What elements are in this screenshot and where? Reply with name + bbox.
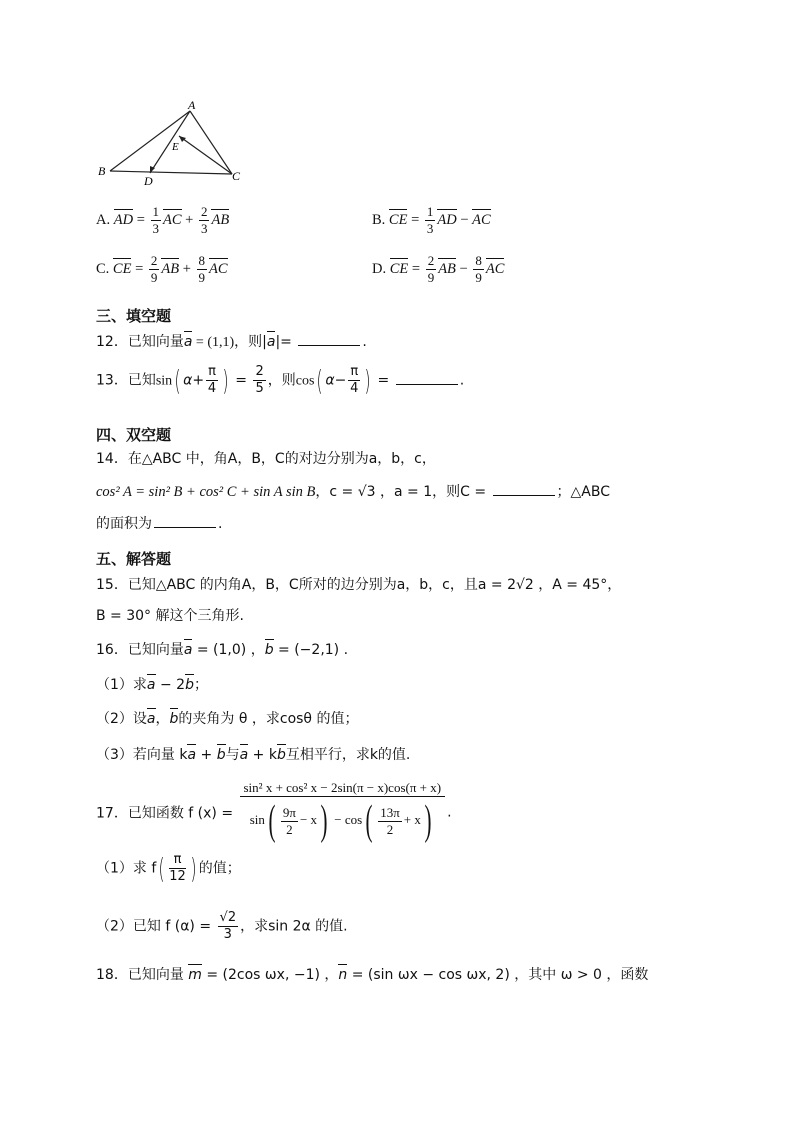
answer-blank-12[interactable] (298, 333, 360, 346)
triangle-figure (92, 98, 252, 186)
section-heading-answer: 五、解答题 (96, 550, 172, 568)
question-13: 13．已知sin( α+ $\frac{\pi}{4}$ ) = $\frac{2}{5}$ ，则cos( α− $\frac{\pi}{4}$ ) = . (96, 364, 465, 397)
question-16-part-2: （2）设a，b的夹角为 θ ，求cosθ 的值； (96, 711, 359, 727)
question-18: 18．已知向量 m = (2cos ωx, −1) ，n = (sin ωx − cos ωx, 2) ，其中 ω > 0 ，函数 (96, 967, 649, 983)
option-c[interactable]: C. CE = $\frac{2}{9}$ AB + $\frac{8}{9}$ AC (96, 253, 228, 285)
question-14-line-1: 14．在△ABC 中，角A，B，C的对边分别为a，b，c， (96, 451, 436, 467)
label-b: B (98, 164, 106, 178)
section-heading-double-blank: 四、双空题 (96, 426, 172, 444)
segment-ad (150, 111, 190, 173)
side-bc (110, 171, 232, 174)
side-ac (190, 111, 232, 174)
answer-blank-14b[interactable] (154, 515, 216, 528)
question-17-part-1: （1）求 f( $\frac{\pi}{12}$ ) 的值； (96, 852, 241, 885)
segment-ce (179, 136, 232, 174)
answer-blank-13[interactable] (396, 372, 458, 385)
question-15-line-2: B = 30° 解这个三角形. (96, 608, 244, 624)
question-14-line-2: cos² A = sin² B + cos² C + sin A sin B，c = √3 ，a = 1，则C = ；△ABC (96, 484, 610, 500)
option-a[interactable]: A. AD = $\frac{1}{3}$ AC + $\frac{2}{3}$ AB (96, 204, 230, 236)
question-14-line-3: 的面积为 . (96, 516, 223, 532)
section-heading-fill-in: 三、填空题 (96, 307, 172, 325)
arrow-e (179, 136, 186, 142)
question-17: 17．已知函数 f (x) = sin² x + cos² x − 2sin(π − x)cos(π + x) sin( $\frac{9\pi}{2}$ − x) − cos( $\frac{13\pi}{2}$ + x) . (96, 780, 452, 844)
label-d: D (144, 174, 153, 186)
question-16-part-1: （1）求a − 2b； (96, 677, 208, 693)
option-d[interactable]: D. CE = $\frac{2}{9}$ AB − $\frac{8}{9}$ AC (372, 253, 505, 285)
question-16: 16．已知向量a = (1,0) ，b = (−2,1) . (96, 642, 349, 658)
question-17-part-2: （2）已知 f (α) = $\frac{√2}{3}$ ，求sin 2α 的值. (96, 910, 348, 942)
question-16-part-3: （3）若向量 ka + b与a + kb互相平行，求k的值. (96, 747, 411, 763)
option-b[interactable]: B. CE = $\frac{1}{3}$ AD − AC (372, 204, 491, 236)
label-c: C (232, 169, 241, 183)
question-15-line-1: 15．已知△ABC 的内角A，B，C所对的边分别为a，b，c，且a = 2√2 ，A = 45°， (96, 577, 622, 593)
label-e: E (172, 141, 179, 153)
answer-blank-14a[interactable] (493, 483, 555, 496)
question-12: 12．已知向量a = (1,1)，则|a|= . (96, 334, 367, 350)
label-a: A (188, 98, 196, 112)
